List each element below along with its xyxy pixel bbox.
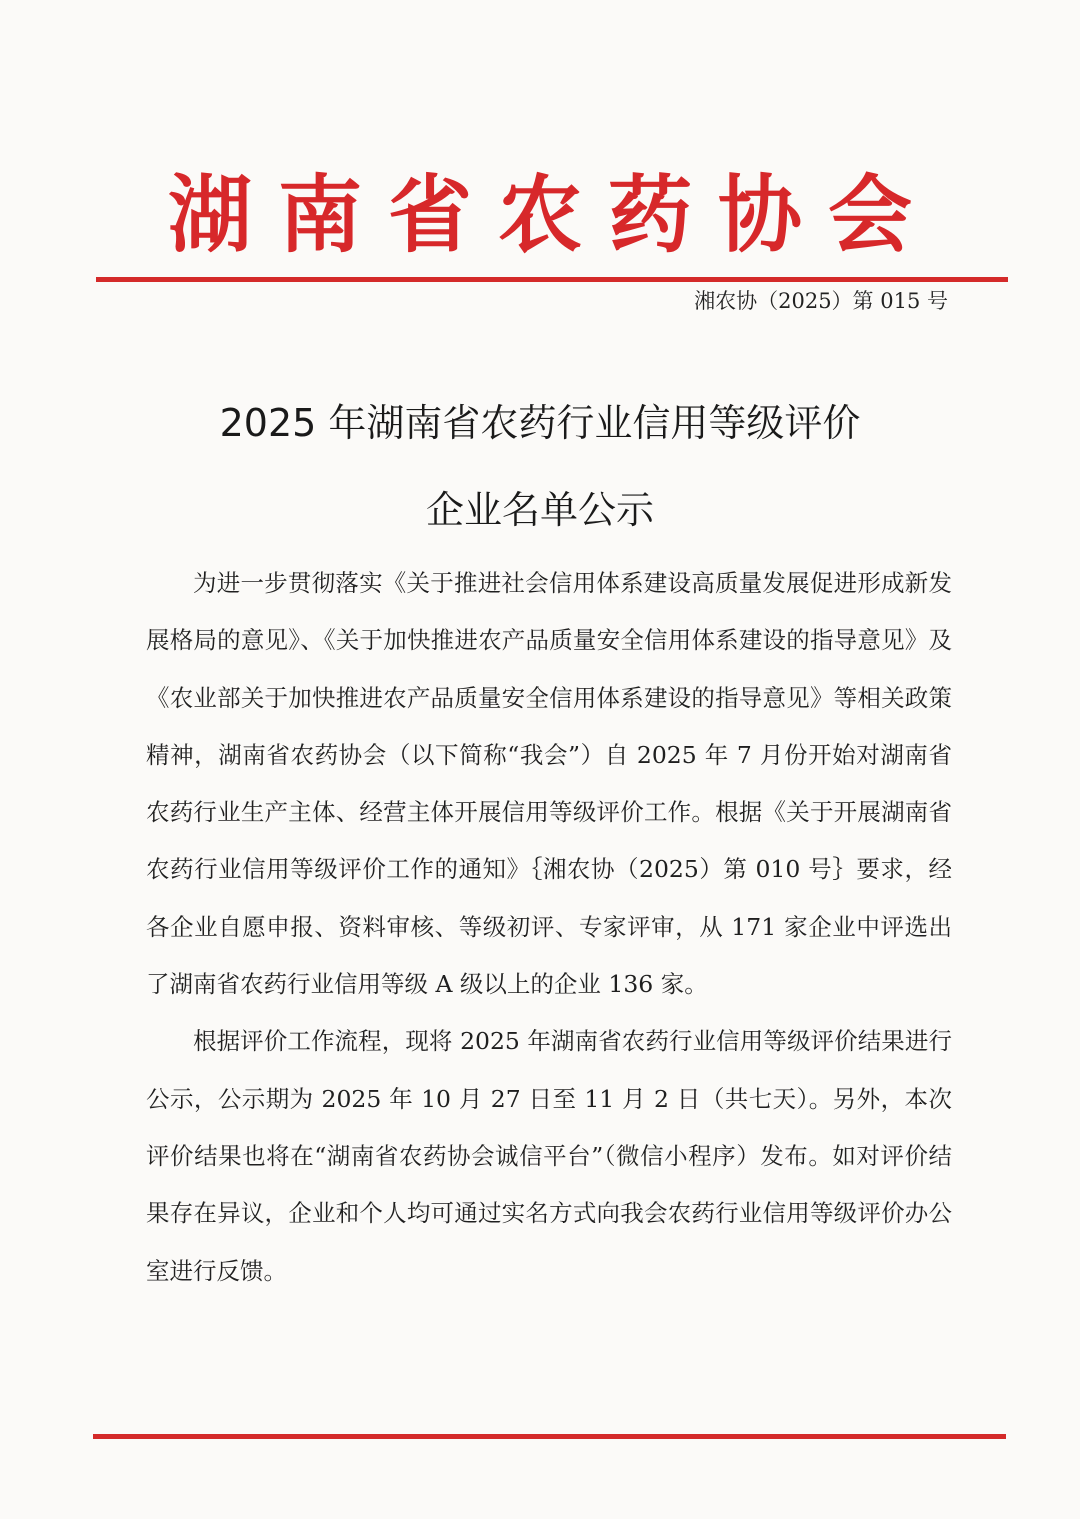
body-paragraph-1: 为进一步贯彻落实《关于推进社会信用体系建设高质量发展促进形成新发展格局的意见》、《关于加快推进农产品质量安全信用体系建设的指导意见》及《农业部关于加快推进农产品质量安全信用体系建设的指导意见》等相关政策精神，湖南省农药协会（以下简称“我会”）自 2025 年 7 月份开始对湖南省农药行业生产主体、经营主体开展信用等级评价工作。根据《关于开展湖南省农药行业信用等级评价工作的通知》｛湘农协（2025）第 010 号｝要求，经各企业自愿申报、资料审核、等级初评、专家评审，从 171 家企业中评选出了湖南省农药行业信用等级 A 级以上的企业 136 家。 — [146, 569, 952, 999]
letterhead-org-name: 湖南省农药协会 — [167, 165, 938, 264]
document-title-line-2: 企业名单公示 — [425, 488, 654, 532]
body-paragraph-2: 根据评价工作流程，现将 2025 年湖南省农药行业信用等级评价结果进行公示，公示期为 2025 年 10 月 27 日至 11 月 2 日（共七天）。另外，本次评价结果也将在“湖南省农药协会诚信平台”（微信小程序）发布。如对评价结果存在异议，企业和个人均可通过实名方式向我会农药行业信用等级评价办公室进行反馈。 — [146, 1027, 952, 1285]
document-title-line-1: 2025 年湖南省农药行业信用等级评价 — [219, 401, 861, 445]
footer-red-rule — [93, 1434, 1006, 1439]
document-number: 湘农协（2025）第 015 号 — [694, 289, 948, 313]
document-body — [146, 555, 952, 1300]
letterhead-red-rule — [96, 277, 1008, 282]
